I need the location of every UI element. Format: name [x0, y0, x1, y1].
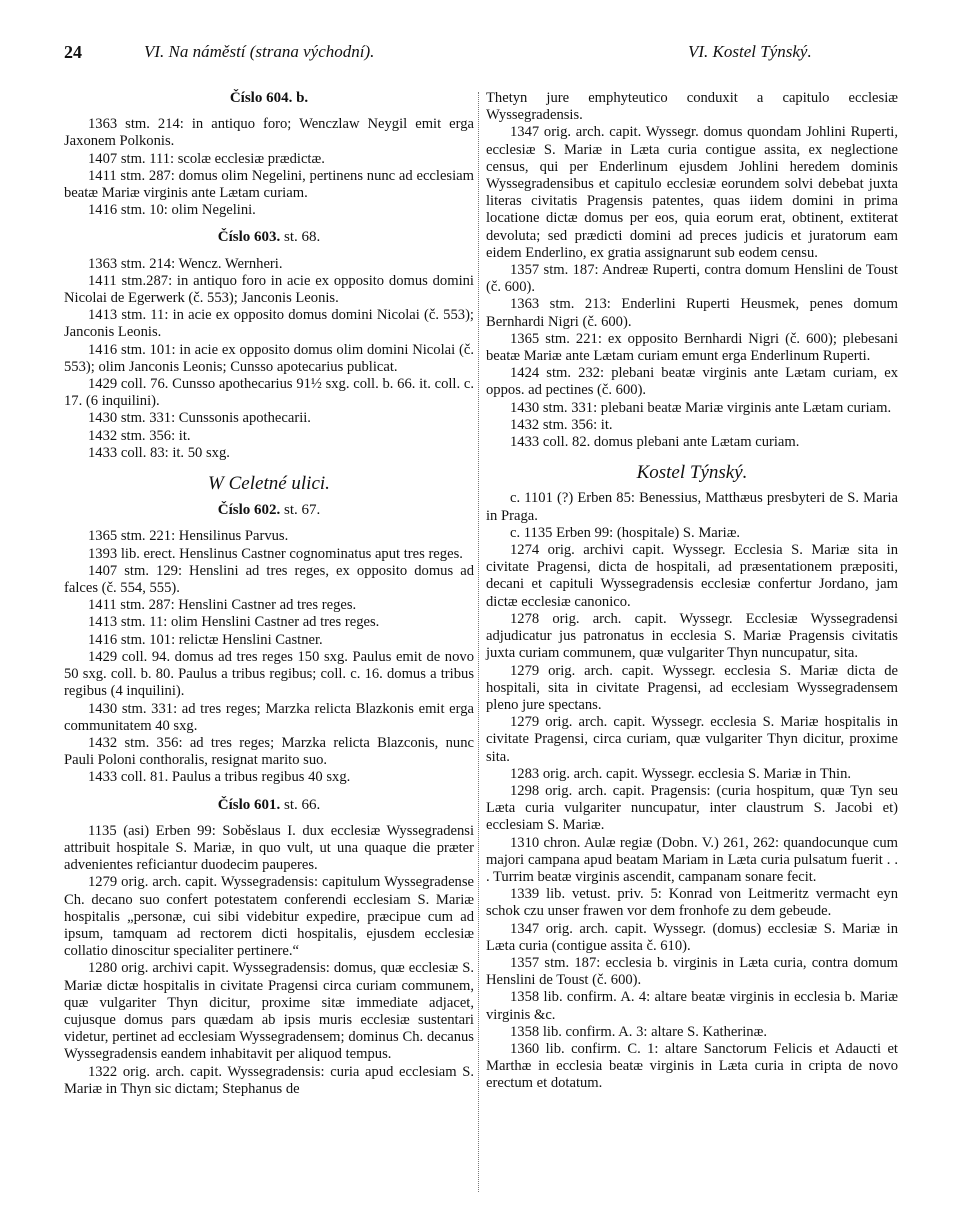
entry-kostel-14: 1358 lib. confirm. A. 3: altare S. Katherinæ. — [510, 1023, 767, 1040]
heading-cislo-601: Číslo 601. st. 66. — [217, 796, 321, 813]
section-heading-celetne: W Celetné ulici. — [208, 473, 330, 495]
entry-kostel-4: 1278 orig. arch. capit. Wyssegr. Ecclesiæ Wyssegradensi adjudicatur jus patronatus in ecclesia S. Mariæ Pragensis civitatis juxta curiam communem, quæ vulgariter Thyn nuncupatur, sita. — [486, 610, 898, 662]
entry-602-8: 1430 stm. 331: ad tres reges; Marzka relicta Blazkonis emit erga communitatem 40 sxg. — [64, 700, 474, 734]
entry-604-2: 1407 stm. 111: scolæ ecclesiæ prædictæ. — [88, 150, 325, 167]
entry-604-1: 1363 stm. 214: in antiquo foro; Wenczlaw Neygil emit erga Jaxonem Polkonis. — [64, 116, 474, 150]
page-number: 24 — [64, 42, 82, 62]
entry-602-9: 1432 stm. 356: ad tres reges; Marzka relicta Blazconis, nunc Pauli Poloni conthoralis, resignat marito suo. — [64, 734, 474, 769]
entry-602-1: 1365 stm. 221: Hensilinus Parvus. — [88, 528, 289, 545]
left-running-title: VI. Na náměstí (strana východní). — [144, 42, 375, 61]
heading-cislo-602: Číslo 602. st. 67. — [217, 502, 321, 519]
entry-603-7: 1432 stm. 356: it. — [88, 427, 191, 444]
entry-kostel-5: 1279 orig. arch. capit. Wyssegr. ecclesia S. Mariæ dicta de hospitali, sita in civitate Pragensi, ad ecclesiam Wyssegradensem pleno jure spectans. — [486, 662, 898, 713]
entry-right-6: 1424 stm. 232: plebani beatæ virginis ante Lætam curiam, ex oppos. ad pectines (č. 600). — [486, 365, 898, 399]
entry-602-6: 1416 stm. 101: relictæ Henslini Castner. — [88, 631, 323, 648]
entry-right-4: 1363 stm. 213: Enderlini Ruperti Heusmek, penes domum Bernhardi Nigri (č. 600). — [486, 296, 898, 330]
entry-602-4: 1411 stm. 287: Henslini Castner ad tres reges. — [88, 597, 357, 614]
entry-kostel-10: 1339 lib. vetust. priv. 5: Konrad von Leitmeritz vermacht eyn schok czu unser frawen vor dem fronhofe zu dem gebeude. — [486, 886, 898, 920]
entry-603-1: 1363 stm. 214: Wencz. Wernheri. — [88, 255, 283, 272]
entry-601-3: 1280 orig. archivi capit. Wyssegradensis: domus, quæ ecclesiæ S. Mariæ dictæ hospitalis in civitate Pragensi circa curiam communem, quæ vulgariter Thyn dicitur, proxime sitæ immediate adjacet, cujusque domus pars quædam ab ipsis muris ecclesiæ sustentari videtur, pertinet ad ecclesiam Wyssegradensem; dominus Ch. decanus Wyssegradensis eandem inhabitavit per aliquod tempus. — [64, 960, 474, 1063]
entry-603-3: 1413 stm. 11: in acie ex opposito domus domini Nicolai (č. 553); Janconis Leonis. — [64, 307, 474, 341]
entry-kostel-15: 1360 lib. confirm. C. 1: altare Sanctorum Felicis et Adaucti et Marthæ in ecclesia beatæ virginis in Læta curia in cripta de novo erectum et dotatum. — [486, 1040, 898, 1092]
entry-kostel-8: 1298 orig. arch. capit. Pragensis: (curia hospitum, quæ Tyn seu Læta curia vulgariter nuncupatur, inter claustrum S. Jacobi et) ecclesiam S. Mariæ. — [486, 782, 898, 834]
running-header — [64, 42, 912, 66]
column-divider — [478, 92, 479, 1192]
entry-602-7: 1429 coll. 94. domus ad tres reges 150 sxg. Paulus emit de novo 50 sxg. coll. b. 80. Paulus a tribus regibus; coll. c. 16. domus a tribus regibus (4 inquilini). — [64, 648, 474, 700]
right-running-title: VI. Kostel Týnský. — [688, 42, 812, 61]
entry-602-2: 1393 lib. erect. Henslinus Castner cognominatus aput tres reges. — [88, 545, 463, 562]
entry-603-4: 1416 stm. 101: in acie ex opposito domus olim domini Nicolai (č. 553); olim Janconis Leonis; Cunsso apotecarius publicat. — [64, 341, 474, 375]
entry-kostel-6: 1279 orig. arch. capit. Wyssegr. ecclesia S. Mariæ hospitalis in civitate Pragensi, circa curiam, quæ vulgariter Thyn dicitur, proxime sita. — [486, 714, 898, 765]
heading-cislo-603: Číslo 603. st. 68. — [217, 229, 321, 246]
entry-right-9: 1433 coll. 82. domus plebani ante Lætam curiam. — [510, 434, 800, 451]
heading-cislo-604: Číslo 604. b. — [229, 90, 309, 106]
right-column — [486, 90, 898, 1093]
entry-kostel-7: 1283 orig. arch. capit. Wyssegr. ecclesia S. Mariæ in Thin. — [510, 765, 852, 782]
left-column — [64, 90, 474, 1098]
entry-right-2: 1347 orig. arch. capit. Wyssegr. domus quondam Johlini Ruperti, ecclesiæ S. Mariæ in Læta curia contigue assita, ex neglectione census, qui per Enderlinum ejusdem Johlini heredem dominis Wyssegradensibus et capitulo ecclesiæ eorundem solvi debebat juxta literas civitatis Pragensis patentes, quas iidem domini in prima locatione dictæ domus per eos, quia eorum erat, obtinent, extiterat devoluta; sed prædicti domini ad preces judicis et juratorum eam eidem Enderlino, ex gratia assignarunt sub eodem censu. — [486, 124, 898, 261]
entry-602-5: 1413 stm. 11: olim Henslini Castner ad tres reges. — [88, 614, 380, 631]
entry-right-5: 1365 stm. 221: ex opposito Bernhardi Nigri (č. 600); plebesani beatæ Mariæ ante Lætam curiam emunt erga Enderlinum Ruperti. — [486, 330, 898, 365]
entry-603-2: 1411 stm.287: in antiquo foro in acie ex opposito domus domini Nicolai de Egerwerk (č. 553); Janconis Leonis. — [64, 272, 474, 307]
entry-604-3: 1411 stm. 287: domus olim Negelini, pertinens nunc ad ecclesiam beatæ Mariæ virginis ante Lætam curiam. — [64, 167, 474, 202]
entry-602-10: 1433 coll. 81. Paulus a tribus regibus 40 sxg. — [88, 769, 351, 786]
entry-601-2: 1279 orig. arch. capit. Wyssegradensis: capitulum Wyssegradense Ch. decano suo confert potestatem conferendi ecclesiam S. Mariæ hospitalis „personæ, cui sibi videbitur expedire, præcipue cum ad ipsum, tamquam ad rectorem dicti hospitalis, ejusdem ecclesiæ collatio dinoscitur specialiter pertinere.“ — [64, 874, 474, 960]
entry-kostel-3: 1274 orig. archivi capit. Wyssegr. Ecclesia S. Mariæ sita in civitate Pragensi, dicta de hospitali, ad præsentationem præpositi, decani et capituli Wyssegradensis ecclesiæ confertur Jordano, jam dictæ ecclesiæ canonico. — [486, 542, 898, 610]
entry-604-4: 1416 stm. 10: olim Negelini. — [88, 202, 256, 219]
entry-kostel-1: c. 1101 (?) Erben 85: Benessius, Matthæus presbyteri de S. Maria in Praga. — [486, 490, 898, 524]
entry-right-continuation: Thetyn jure emphyteutico conduxit a capitulo ecclesiæ Wyssegradensis. — [486, 90, 898, 124]
entry-kostel-13: 1358 lib. confirm. A. 4: altare beatæ virginis in ecclesia b. Mariæ virginis &c. — [486, 989, 898, 1023]
entry-603-5: 1429 coll. 76. Cunsso apothecarius 91½ sxg. coll. b. 66. it. coll. c. 17. (6 inquilini). — [64, 376, 474, 410]
entry-right-3: 1357 stm. 187: Andreæ Ruperti, contra domum Henslini de Toust (č. 600). — [486, 262, 898, 296]
entry-kostel-9: 1310 chron. Aulæ regiæ (Dobn. V.) 261, 262: quandocunque cum majori campana apud beatam Mariam in Læta curia pulsatum fuerit . . . Turrim beatæ virginis ascendit, campanam sonare fecit. — [486, 834, 898, 885]
entry-602-3: 1407 stm. 129: Henslini ad tres reges, ex opposito domus ad falces (č. 554, 555). — [64, 562, 474, 597]
section-heading-kostel-tynsky: Kostel Týnský. — [636, 462, 748, 484]
entry-right-7: 1430 stm. 331: plebani beatæ Mariæ virginis ante Lætam curiam. — [510, 399, 892, 416]
entry-right-8: 1432 stm. 356: it. — [510, 416, 613, 433]
entry-601-4: 1322 orig. arch. capit. Wyssegradensis: curia apud ecclesiam S. Mariæ in Thyn sic dictam; Stephanus de — [64, 1063, 474, 1097]
entry-601-1: 1135 (asi) Erben 99: Soběslaus I. dux ecclesiæ Wyssegradensi attribuit hospitale S. Mariæ, in quo vult, ut una quaque die præter advenientes reficiantur duodecim pauperes. — [64, 822, 474, 874]
entry-kostel-11: 1347 orig. arch. capit. Wyssegr. (domus) ecclesiæ S. Mariæ in Læta curia (contigue assita č. 610). — [486, 920, 898, 954]
entry-kostel-2: c. 1135 Erben 99: (hospitale) S. Mariæ. — [510, 524, 741, 541]
entry-603-8: 1433 coll. 83: it. 50 sxg. — [88, 444, 230, 461]
entry-603-6: 1430 stm. 331: Cunssonis apothecarii. — [88, 410, 311, 427]
entry-kostel-12: 1357 stm. 187: ecclesia b. virginis in Læta curia, contra domum Henslini de Toust (č. 600). — [486, 954, 898, 989]
